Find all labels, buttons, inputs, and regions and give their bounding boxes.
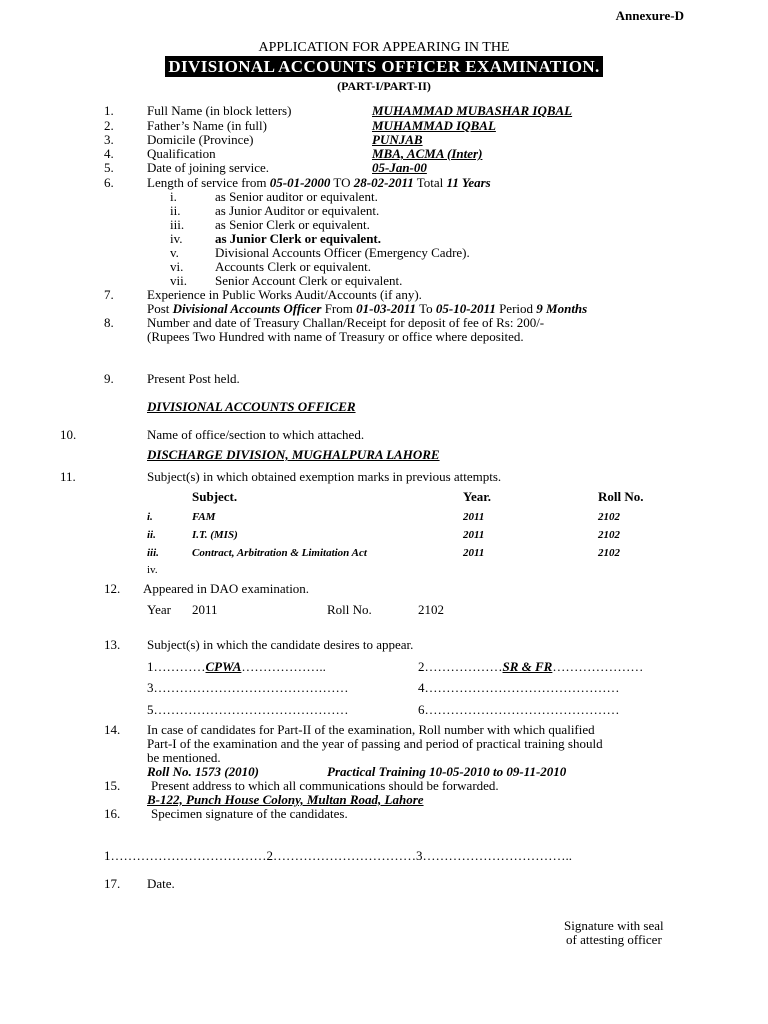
item-number: 12. <box>104 581 121 596</box>
desired-subject-3: 3……………………………………… <box>147 680 349 695</box>
period-label: Period <box>499 301 534 316</box>
post-from-value: 01-03-2011 <box>356 301 417 316</box>
service-from-label: Length of service from <box>147 175 267 190</box>
form-title-line1: APPLICATION FOR APPEARING IN THE <box>258 40 510 55</box>
item-number: 3. <box>104 132 114 147</box>
sub-item-text: as Junior Clerk or equivalent. <box>215 231 382 246</box>
table-row-number: i. <box>147 511 153 523</box>
post-from-label: From <box>324 301 353 316</box>
qualification-label: Qualification <box>147 146 216 161</box>
sub-item-number: ii. <box>170 203 181 218</box>
table-header-year: Year. <box>463 489 492 504</box>
table-row-year: 2011 <box>463 511 485 523</box>
table-row-roll: 2102 <box>598 547 620 559</box>
table-row-number: iv. <box>147 564 158 576</box>
dotted-leader: 1………… <box>147 659 206 674</box>
dao-year-value: 2011 <box>192 602 218 617</box>
table-row-roll: 2102 <box>598 529 620 541</box>
qualification-value: MBA, ACMA (Inter) <box>372 146 483 161</box>
dotted-leader: 2……………… <box>418 659 503 674</box>
table-row-number: iii. <box>147 547 159 559</box>
annexure-label: Annexure-D <box>615 8 684 23</box>
sub-item-text: as Senior auditor or equivalent. <box>215 189 378 204</box>
item-number: 7. <box>104 287 114 302</box>
table-header-roll: Roll No. <box>598 489 644 504</box>
period-value: 9 Months <box>536 301 588 316</box>
part2-label-line2: Part-I of the examination and the year of passing and period of practical training should <box>147 736 603 751</box>
service-length-line <box>147 175 491 190</box>
form-title-part: (PART-I/PART-II) <box>337 79 431 93</box>
item-number: 11. <box>60 469 76 484</box>
desired-subject-6: 6……………………………………… <box>418 702 620 717</box>
sub-item-text: Senior Account Clerk or equivalent. <box>215 273 403 288</box>
sub-item-number: vi. <box>170 259 184 274</box>
sub-item-number: vii. <box>170 273 187 288</box>
item-number: 10. <box>60 427 77 442</box>
joining-date-label: Date of joining service. <box>147 160 270 175</box>
table-row-subject: Contract, Arbitration & Limitation Act <box>192 547 367 559</box>
service-to-label: TO <box>333 175 351 190</box>
dotted-leader: ……………….. <box>241 659 326 674</box>
challan-label-line2: (Rupees Two Hundred with name of Treasury or office where deposited. <box>147 329 524 344</box>
item-number: 5. <box>104 160 114 175</box>
sub-item-number: iv. <box>170 231 183 246</box>
service-from-value: 05-01-2000 <box>269 175 331 190</box>
item-number: 1. <box>104 103 114 118</box>
sub-item-text: as Senior Clerk or equivalent. <box>215 217 370 232</box>
desired-subjects-label: Subject(s) in which the candidate desires to appear. <box>147 637 414 652</box>
experience-label: Experience in Public Works Audit/Accounts (if any). <box>147 287 422 302</box>
service-to-value: 28-02-2011 <box>353 175 414 190</box>
table-header-subject: Subject. <box>192 489 238 504</box>
item-number: 15. <box>104 778 121 793</box>
office-label: Name of office/section to which attached. <box>147 427 365 442</box>
exemption-label: Subject(s) in which obtained exemption marks in previous attempts. <box>147 469 502 484</box>
sub-item-number: v. <box>170 245 179 260</box>
post-label: Post <box>147 301 170 316</box>
form-title-main: DIVISIONAL ACCOUNTS OFFICER EXAMINATION. <box>165 56 602 77</box>
joining-date-value: 05-Jan-00 <box>372 160 427 175</box>
item-number: 4. <box>104 146 114 161</box>
post-value: Divisional Accounts Officer <box>172 301 322 316</box>
desired-subject-1 <box>147 659 326 674</box>
item-number: 17. <box>104 876 121 891</box>
sub-item-text: as Junior Auditor or equivalent. <box>215 203 380 218</box>
part2-roll-value: Roll No. 1573 (2010) <box>147 764 259 779</box>
address-label: Present address to which all communications should be forwarded. <box>151 778 499 793</box>
table-row-subject: I.T. (MIS) <box>192 529 238 541</box>
sub-item-number: iii. <box>170 217 185 232</box>
challan-label-line1: Number and date of Treasury Challan/Receipt for deposit of fee of Rs: 200/- <box>147 315 545 330</box>
full-name-value: MUHAMMAD MUBASHAR IQBAL <box>372 103 573 118</box>
desired-subject-1-value: CPWA <box>205 659 242 674</box>
item-number: 16. <box>104 806 121 821</box>
domicile-label: Domicile (Province) <box>147 132 254 147</box>
dao-exam-label: Appeared in DAO examination. <box>143 581 310 596</box>
experience-post-line <box>147 301 587 316</box>
part2-label-line1: In case of candidates for Part-II of the examination, Roll number with which qualified <box>147 722 595 737</box>
service-total-label: Total <box>416 175 444 190</box>
part2-label-line3: be mentioned. <box>147 750 221 765</box>
office-value: DISCHARGE DIVISION, MUGHALPURA LAHORE <box>147 447 440 462</box>
desired-subject-2-value: SR & FR <box>502 659 553 674</box>
table-row-subject: FAM <box>192 511 216 523</box>
sub-item-text: Divisional Accounts Officer (Emergency Cadre). <box>215 245 470 260</box>
attesting-signature-label-2: of attesting officer <box>566 932 662 947</box>
domicile-value: PUNJAB <box>372 132 423 147</box>
dao-roll-label: Roll No. <box>327 602 372 617</box>
desired-subject-2 <box>418 659 643 674</box>
table-row-year: 2011 <box>463 529 485 541</box>
table-row-year: 2011 <box>463 547 485 559</box>
present-post-value: DIVISIONAL ACCOUNTS OFFICER <box>147 399 356 414</box>
item-number: 6. <box>104 175 114 190</box>
item-number: 9. <box>104 371 114 386</box>
desired-subject-4: 4……………………………………… <box>418 680 620 695</box>
desired-subject-5: 5……………………………………… <box>147 702 349 717</box>
father-name-value: MUHAMMAD IQBAL <box>372 118 496 133</box>
item-number: 13. <box>104 637 121 652</box>
present-post-label: Present Post held. <box>147 371 240 386</box>
address-value: B-122, Punch House Colony, Multan Road, Lahore <box>147 792 424 807</box>
dao-roll-value: 2102 <box>418 602 444 617</box>
practical-training-value: Practical Training 10-05-2010 to 09-11-2010 <box>327 764 567 779</box>
sub-item-number: i. <box>170 189 177 204</box>
post-to-value: 05-10-2011 <box>435 301 496 316</box>
service-total-value: 11 Years <box>446 175 491 190</box>
sub-item-text: Accounts Clerk or equivalent. <box>215 259 371 274</box>
item-number: 8. <box>104 315 114 330</box>
item-number: 14. <box>104 722 121 737</box>
date-label: Date. <box>147 876 175 891</box>
table-row-number: ii. <box>147 529 156 541</box>
dao-year-label: Year <box>147 602 171 617</box>
table-row-roll: 2102 <box>598 511 620 523</box>
signature-lines: 1………………………………2……………………………3…………………………….. <box>104 848 572 863</box>
specimen-signature-label: Specimen signature of the candidates. <box>151 806 348 821</box>
item-number: 2. <box>104 118 114 133</box>
dotted-leader: ………………… <box>552 659 644 674</box>
post-to-label: To <box>419 301 433 316</box>
full-name-label: Full Name (in block letters) <box>147 103 292 118</box>
father-name-label: Father’s Name (in full) <box>147 118 267 133</box>
attesting-signature-label-1: Signature with seal <box>564 918 664 933</box>
